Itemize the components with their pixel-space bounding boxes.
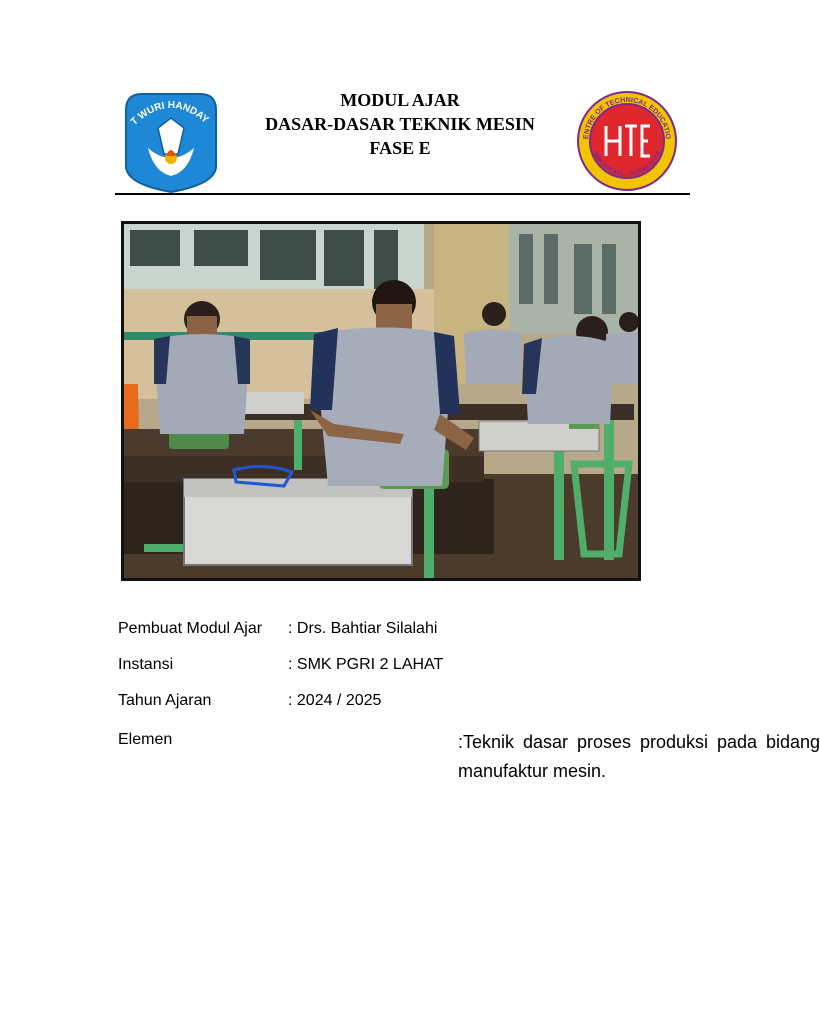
centre-of-technical-education-logo (576, 90, 678, 192)
info-row-academic-year (118, 692, 650, 728)
title-line-2: DASAR-DASAR TEKNIK MESIN (265, 114, 535, 134)
info-value: : 2024 / 2025 (288, 692, 382, 709)
workshop-photo (121, 221, 641, 581)
info-row-institution (118, 656, 650, 692)
header-divider (115, 193, 690, 195)
logo-right-text-top: ENTRE OF TECHNICAL EDUCATIO (581, 94, 674, 140)
info-label: Instansi (118, 656, 174, 673)
tut-wuri-handayani-logo (118, 88, 224, 194)
info-value: : Drs. Bahtiar Silalahi (288, 620, 438, 637)
title-line-3: FASE E (369, 138, 431, 158)
module-info (118, 620, 820, 786)
info-value: :Teknik dasar proses produksi pada bidang manufaktur mesin. (458, 732, 820, 781)
info-value: : SMK PGRI 2 LAHAT (288, 656, 444, 673)
info-row-author (118, 620, 650, 656)
info-label: Tahun Ajaran (118, 692, 212, 709)
logo-left-text: T WURI HANDAY (128, 99, 210, 128)
document-title (230, 88, 570, 160)
logo-right-text-bottom: SMK MIKAEL - SURAKARTA (591, 149, 663, 178)
info-row-element (118, 728, 820, 786)
info-label: Pembuat Modul Ajar (118, 620, 263, 637)
info-label: Elemen (118, 731, 173, 748)
title-line-1: MODUL AJAR (340, 90, 460, 110)
